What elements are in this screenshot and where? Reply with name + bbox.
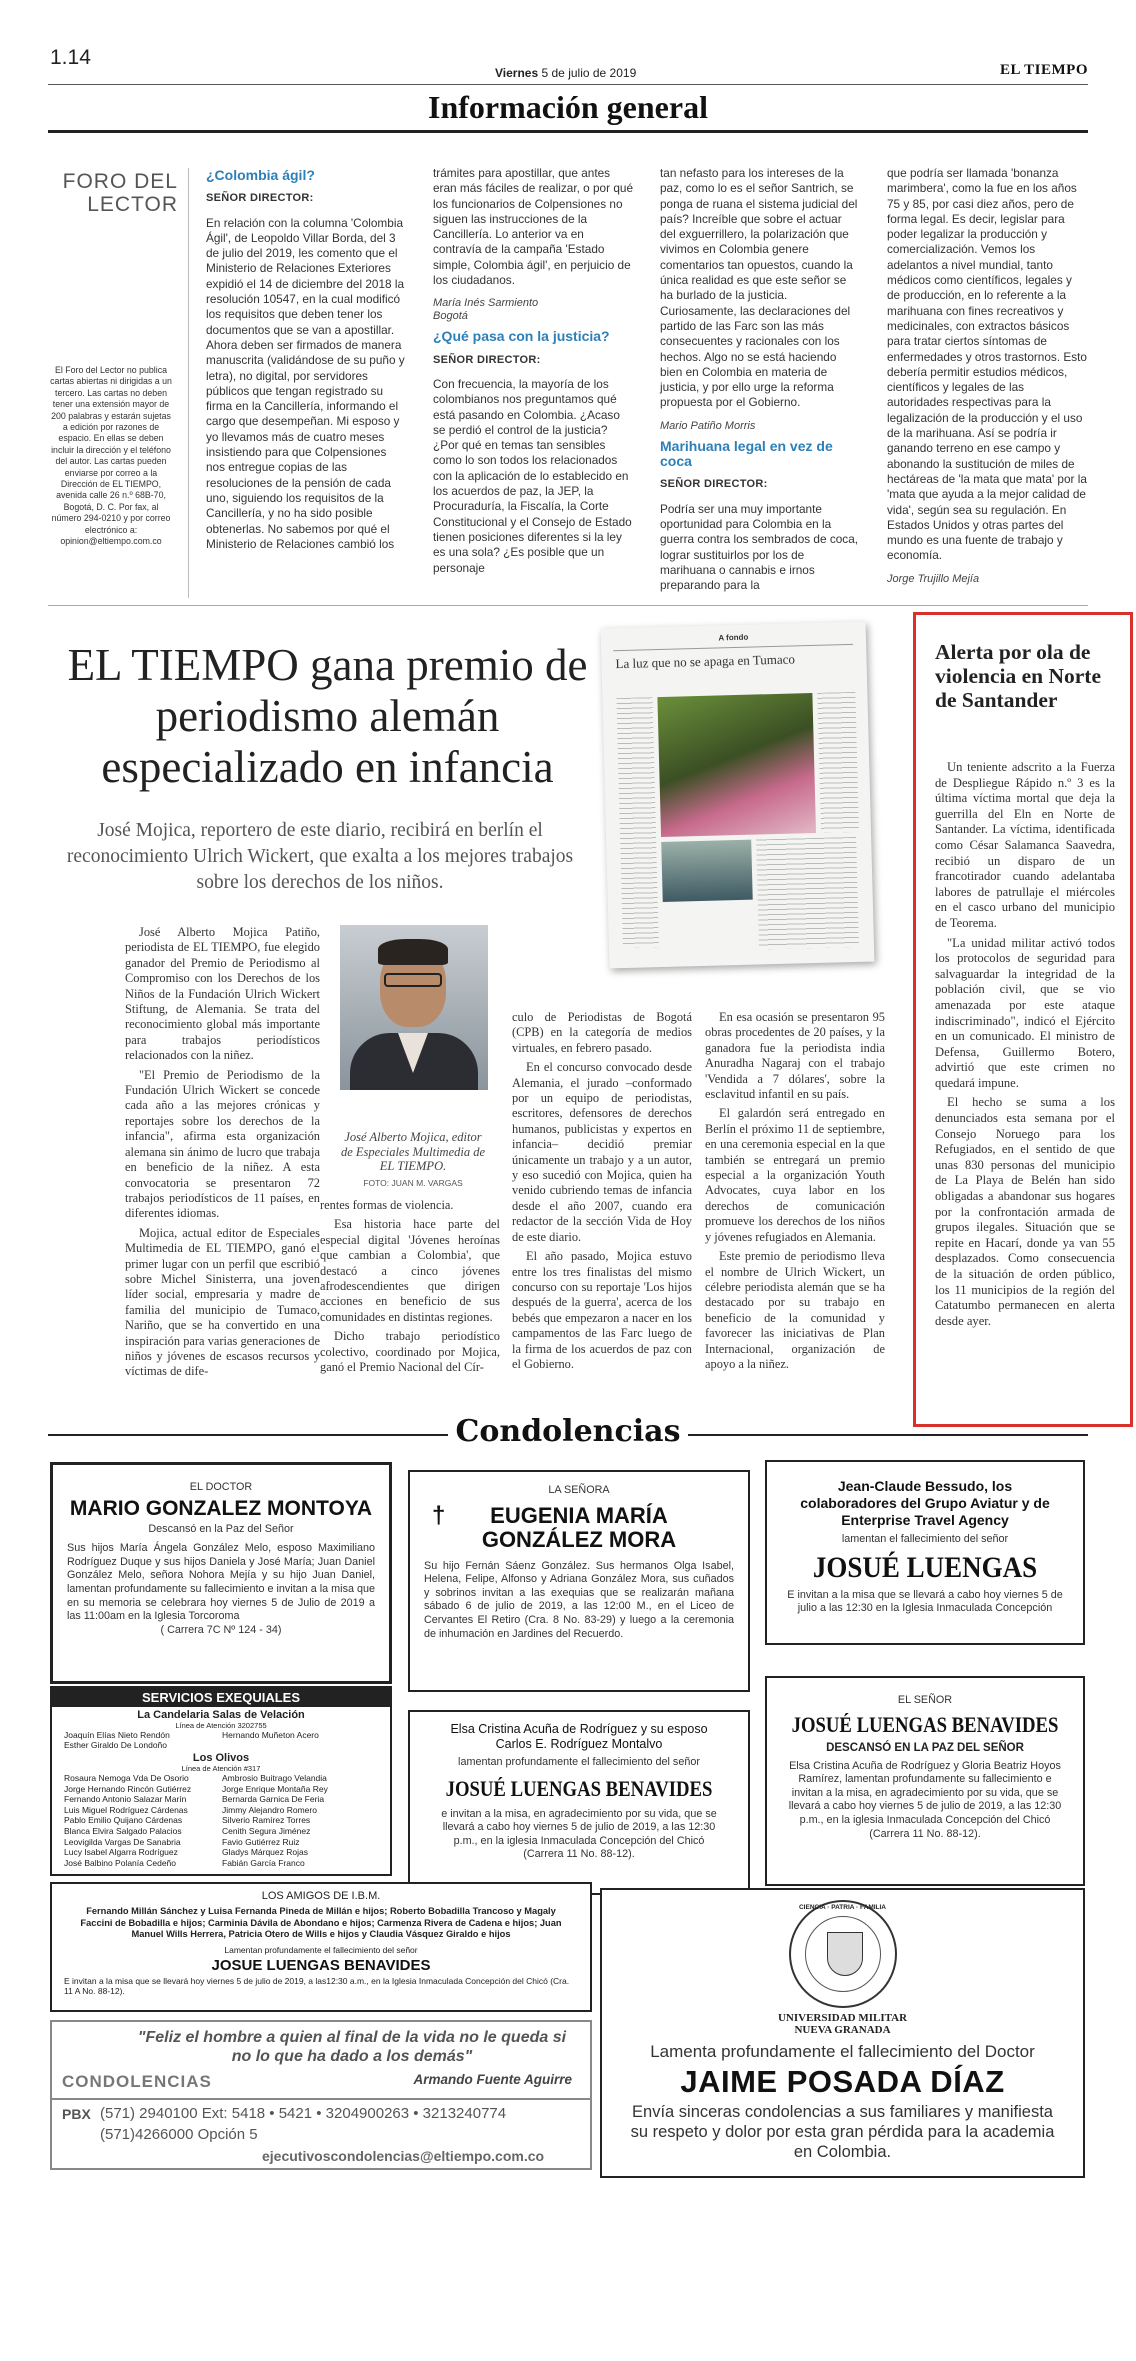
obit4-header: SERVICIOS EXEQUIALES [52, 1688, 390, 1707]
clipping-label: A fondo [718, 632, 749, 643]
letter-3-headline: Marihuana legal en vez de coca [660, 437, 833, 470]
deceased-name: Silverio Ramírez Torres [222, 1815, 311, 1826]
letter-1-body: En relación con la columna 'Colombia Ágil', de Leopoldo Villar Borda, del 3 de julio del 2019, les comento que el Ministerio de Relaciones Exteriores expidió el 14 de diciembre del 2018 la resolución 10547, en la cual modificó los requisitos que deben tener los documentos que se van a apostillar. Ahora deben ser firmados de manera manuscrita (validándose de su puño y letra), no digital, por servidores públicos que tengan registrado su firma en la Cancillería, informando el cargo que desempeñan. Mi esposo y yo llevamos más de cuatro meses insistiendo para que Colpensiones nos entregue copias de las resoluciones de la pensión de cada uno, siguiendo los requisitos de la Cancillería, y no ha sido posible obtenerlas. No sabemos por qué el Ministerio de Relaciones cambió los [206, 215, 405, 551]
deceased-name: José Balbino Polanía Cedeño [64, 1857, 176, 1868]
promo-pbx: PBX [62, 2106, 91, 2122]
obit7-top: LOS AMIGOS DE I.B.M. [261, 1890, 381, 1902]
university-seal-shield [827, 1932, 863, 1976]
obit4-top-right: Hernando Muñeton Acero [222, 1730, 319, 1740]
promo-author: Armando Fuente Aguirre [413, 2072, 572, 2087]
condolences-title: Condolencias [455, 1414, 681, 1449]
deceased-name: Leovigilda Vargas De Sanabria [64, 1836, 181, 1847]
feature-col1-p2: "El Premio de Periodismo de la Fundación Ulrich Wickert se concede cada año a las mejores crónicas y reportajes sobre los derechos de la infancia", afirma esta organización alemana sin ánimo de lucro que trabaja en beneficio de la niñez. A esta convocatoria se presentaron 72 trabajos periodísticos de 11 países, en diferentes idiomas. [125, 1067, 320, 1221]
forum-title-line2: LECTOR [87, 193, 178, 216]
deceased-name: Lucy Isabel Algarra Rodríguez [64, 1847, 178, 1858]
obit8-lament: Lamenta profundamente el fallecimiento del Doctor [650, 2042, 1035, 2061]
obit3-name: JOSUÉ LUENGAS [812, 1550, 1038, 1584]
letter-2-salutation: SEÑOR DIRECTOR: [433, 353, 541, 366]
deceased-name: Bernarda Garnica De Feria [222, 1794, 325, 1805]
letter-column-4 [887, 166, 1087, 592]
feature-col4-p2: El galardón será entregado en Berlín el próximo 11 de septiembre, en una ceremonia especial en la que también se entregará un premio especial a la organización Youth Advocates, cuya labor en los derechos de comunicación promueve los derechos de los niños y jóvenes refugiados en Alemania. [705, 1106, 885, 1244]
obit7-name: JOSUE LUENGAS BENAVIDES [211, 1956, 431, 1974]
feature-column-3 [512, 1010, 692, 1376]
promo-phones: (571) 2940100 Ext: 5418 • 5421 • 3204900263 • 3213240774 [100, 2105, 507, 2122]
university-name-line2: NUEVA GRANADA [794, 2024, 891, 2036]
feature-col3-p1: culo de Periodistas de Bogotá (CPB) en la categoría de medios virtuales, en febrero pasado. [512, 1010, 692, 1055]
newspaper-clipping [601, 622, 875, 969]
obit5-org: Elsa Cristina Acuña de Rodríguez y su esposo Carlos E. Rodríguez Montalvo [450, 1722, 708, 1751]
obit5-name: JOSUÉ LUENGAS BENAVIDES [445, 1775, 713, 1801]
obit4-venue2-phone: Línea de Atención #317 [181, 1764, 261, 1773]
feature-col2-p2: Esa historia hace parte del especial digital 'Jóvenes heroínas que cambian a Colombia', que destacó a cinco jóvenes afrodescendientes que dirigen acciones en beneficio de sus comunidades en distintas regiones. [320, 1217, 500, 1324]
feature-col1-p3: Mojica, actual editor de Especiales Multimedia de EL TIEMPO, ganó el primer lugar con un perfil que escribió sobre Michel Sinisterra, una joven líder social, empresaria y madre de familia del municipio de Tumaco, Nariño, que se ha convertido en una inspiración para varias generaciones de niños y jóvenes de escasos recursos y víctimas de dife- [125, 1225, 320, 1379]
deceased-name: Pablo Emilio Quijano Cárdenas [64, 1815, 183, 1826]
obituary-eugenia-gonzalez [408, 1470, 750, 1692]
obit6-sub: DESCANSÓ EN LA PAZ DEL SEÑOR [826, 1741, 1024, 1754]
obit7-body: E invitan a la misa que se llevará hoy viernes 5 de julio de 2019, a las12:30 a.m., en la Iglesia Inmaculada Concepción del Chicó (Cra. 11 A No. 88-12). [64, 1975, 570, 1996]
obituary-servicios-exequiales [50, 1686, 392, 1876]
obit3-body: E invitan a la misa que se llevará a cabo hoy viernes 5 de julio a las 12:30 en la Iglesia Inmaculada Concepción [787, 1588, 1063, 1615]
forum-title-line1: FORO DEL [62, 170, 178, 193]
promo-band [52, 2098, 590, 2100]
feature-deck: José Mojica, reportero de este diario, recibirá en berlín el reconocimiento Ulrich Wickert, que exalta a los mejores trabajos sobre los derechos de los niños. [66, 820, 574, 893]
promo-email: ejecutivoscondolencias@eltiempo.com.co [262, 2148, 545, 2164]
obituary-ibm [50, 1882, 592, 2012]
deceased-name: Gladys Márquez Rojas [222, 1847, 308, 1858]
portrait-caption: José Alberto Mojica, editor de Especiales Multimedia de EL TIEMPO. [340, 1130, 486, 1173]
obit1-body: Sus hijos María Ángela González Melo, esposo Maximiliano Rodríguez Duque y sus hijos Daniela y José María; Juan Daniel González Melo, señora Nohora Mejía y su hijo Juan Daniel, lamentan profundamente su fallecimiento e invitan a la misa que en su memoria se celebrara hoy viernes 5 de Julio de 2019 a las 11:00am en la Iglesia Torcoroma [67, 1542, 375, 1623]
header-date [495, 66, 636, 80]
obit3-org: Jean-Claude Bessudo, los colaboradores del Grupo Aviatur y de Enterprise Travel Agency [800, 1478, 1050, 1528]
deceased-name: Fabián García Franco [222, 1857, 305, 1868]
condolences-promo [50, 2020, 592, 2170]
obit2-name-wrap [432, 1501, 718, 1552]
portrait-credit: FOTO: JUAN M. VARGAS [363, 1178, 463, 1188]
cross-icon: † [432, 1501, 446, 1529]
deceased-name: Blanca Elvira Salgado Palacios [64, 1825, 182, 1836]
brand-logo: EL TIEMPO [1000, 62, 1088, 78]
obit1-top: EL DOCTOR [189, 1481, 253, 1493]
portrait-glasses [384, 973, 442, 987]
letter-3-body: Podría ser una muy importante oportunidad para Colombia en la guerra contra los sembrados de coca, lograr sustituirlos por los de marihuana o cannabis e irnos preparando para la [660, 501, 859, 593]
obit3-lament: lamentan el fallecimiento del señor [841, 1533, 1009, 1545]
letters-bottom-rule [48, 605, 1088, 606]
sidebar-headline: Alerta por ola de violencia en Norte de Santander [935, 640, 1101, 712]
letter-1-signature [433, 297, 633, 323]
obit2-body: Su hijo Fernán Sáenz González. Sus hermanos Olga Isabel, Helena, Felipe, Alfonso y Adriana González Mora, sus cuñados y sobrinos invitan a las exequias que se realizarán mañana sábado 6 de julio de 2019, a las 12:00 M., en el Liceo de Cervantes El Retiro (Cra. 8 No. 83-29) y luego a la ceremonia de inhumación en Jardines del Recuerdo. [424, 1559, 734, 1640]
obit1-sub: Descansó en la Paz del Señor [148, 1522, 294, 1535]
obit2-top: LA SEÑORA [548, 1484, 610, 1496]
forum-title [58, 170, 178, 216]
deceased-name: Favio Gutiérrez Ruiz [222, 1836, 300, 1847]
letter-3-salutation: SEÑOR DIRECTOR: [660, 478, 768, 491]
letter-2-body: Con frecuencia, la mayoría de los colombianos nos preguntamos qué está pasando en Colombia. ¿Acaso se perdió el control de la justicia? ¿Por qué en temas tan sensibles como lo son todos los relacionados con la aplicación de lo establecido en los acuerdos de paz, la JEP, la Procuraduría, la Fiscalía, la Corte Constitucional y el Consejo de Estado tienen posiciones diferentes si la ley es una sola? ¿Es posible que un personaje [433, 376, 632, 575]
university-seal-icon [789, 1900, 897, 2008]
obit4-top-left2: Esther Giraldo De Londoño [64, 1740, 168, 1750]
feature-headline: EL TIEMPO gana premio de periodismo alemán especializado en infancia [67, 640, 588, 792]
obit8-name: JAIME POSADA DÍAZ [680, 2064, 1005, 2099]
page-number: 1.14 [50, 46, 91, 69]
header-rule [48, 84, 1088, 85]
obit4-names-left [64, 1773, 214, 1868]
clipping-text-lines [756, 837, 859, 950]
obituary-universidad-militar [600, 1888, 1085, 2178]
obituary-acuna-rodriguez [408, 1710, 750, 1895]
clipping-photo-small [661, 840, 753, 902]
letter-2-signature: Mario Patiño Morris [660, 419, 756, 432]
promo-phone2: (571)4266000 Opción 5 [100, 2126, 258, 2143]
letter-1-signature-city: Bogotá [433, 310, 468, 323]
forum-note: El Foro del Lector no publica cartas abiertas ni dirigidas a un tercero. Las cartas no deben tener una extensión mayor de 200 palabras y estarán sujetas a edición por razones de espacio. En ellas se deben incluir la dirección y el teléfono del autor. Las cartas pueden enviarse por correo a la Dirección de EL TIEMPO, avenida calle 26 n.º 68B-70, Bogotá, D. C. Por fax, al número 294-0210 y por correo electrónico a: opinion@eltiempo.com.co [50, 365, 172, 547]
obit8-body: Envía sinceras condolencias a sus familiares y manifiesta su respeto y dolor por esta gran pérdida para la academia en Colombia. [630, 2103, 1055, 2161]
obituary-mario-gonzalez [50, 1462, 392, 1684]
feature-col3-p3: El año pasado, Mojica estuvo entre los tres finalistas del mismo concurso con su reportaje 'Los hijos después de la guerra', acerca de los bebés que empezaron a nacer en los campamentos de las Farc luego de la firma de los acuerdos de paz con el Gobierno. [512, 1249, 692, 1371]
letter-column-2 [433, 166, 633, 585]
feature-col2-p3: Dicho trabajo periodístico colectivo, coordinado por Mojica, ganó el Premio Nacional del Cír- [320, 1329, 500, 1375]
obit4-top-left: Joaquín Elías Nieto Rendón [64, 1730, 170, 1740]
letter-1-signature-name: María Inés Sarmiento [433, 297, 539, 310]
obit4-names-right [222, 1773, 372, 1868]
feature-col4-p1: En esa ocasión se presentaron 95 obras procedentes de 20 países, y la ganadora fue la periodista india Anuradha Nagaraj con el trabajo 'Vendida a 7 dólares', sobre la esclavitud infantil en su país. [705, 1010, 885, 1102]
header-date-day: Viernes [495, 66, 539, 80]
feature-column-1 [125, 925, 320, 1384]
deceased-name: Luis Miguel Rodríguez Cárdenas [64, 1804, 188, 1815]
deceased-name: Jorge Hernando Rincón Gutiérrez [64, 1783, 192, 1794]
clipping-photo-main [657, 693, 816, 837]
obit6-top: EL SEÑOR [897, 1694, 953, 1706]
obit4-names [52, 1773, 390, 1873]
letter-2-headline: ¿Qué pasa con la justicia? [433, 328, 610, 345]
university-name-line1: UNIVERSIDAD MILITAR [777, 2012, 908, 2024]
clipping-title: La luz que no se apaga en Tumaco [615, 651, 796, 672]
feature-col3-p2: En el concurso convocado desde Alemania, el jurado –conformado por un equipo de periodistas, escritores, defensores de derechos humanos, publicistas y expertos en infancia– decidió premiar únicamente un trabajo y a un autor, y eso sucedió con Mojica, quien ha venido cubriendo temas de infancia desde el año 2007, cuando era redactor de la sección Vida de Hoy de este diario. [512, 1060, 692, 1244]
sidebar-p1: Un teniente adscrito a la Fuerza de Despliegue Rápido n.º 3 es la última víctima mortal que deja la guerrilla del Eln en Norte de Santander. La víctima, identificada como César Salamanca Saavedra, recibió un disparo de un francotirador cuando adelantaba labores de patrullaje el miércoles en el casco urbano del municipio de Teorema. [935, 760, 1115, 930]
university-seal-text: CIENCIA · PATRIA · FAMILIA [798, 1904, 887, 1911]
obit1-address: ( Carrera 7C Nº 124 - 34) [160, 1623, 282, 1636]
letter-1-body-cont: trámites para apostillar, que antes eran más fáciles de realizar, o por qué los funcionarios de Colpensiones no siguen las instrucciones de la Cancillería. Lo anterior va en contravía de la campaña 'Estado simple, Colombia ágil', en perjuicio de los ciudadanos. [433, 166, 633, 288]
letter-3-body-cont: que podría ser llamada 'bonanza marimbera', como la fue en los años 75 y 85, por casi diez años, pero de forma legal. Es decir, legislar para poder legalizar la producción y comercialización. Vemos los adelantos a nivel mundial, tanto médicos como científicos, legales y de producción, en lo referente a la marihuana con fines recreativos y medicinales, con extractos básicos para tratar ciertos síntomas de enfermedades y otros trastornos. Esto debería permitir estudios médicos, científicos y legales de las autoridades respectivas para la legalización de la producción y el uso de la marihuana. Así se podría ir ganando terreno en ese campo y abonando la sustitución de miles de hectáreas de 'la mata que mata' por la 'mata que ayuda a la mejor calidad de vida', según sea su regulación. En Estados Unidos y otras partes del mundo es una fuente de trabajo y economía. [887, 166, 1087, 563]
obit4-venue2: Los Olivos [192, 1752, 250, 1764]
promo-quote: "Feliz el hombre a quien al final de la vida no le queda si no lo que ha dado a los demás" [137, 2029, 567, 2065]
section-rule [48, 130, 1088, 133]
obit6-name: JOSUÉ LUENGAS BENAVIDES [791, 1711, 1059, 1737]
condolences-rule-right [688, 1434, 1088, 1436]
letter-1-salutation: SEÑOR DIRECTOR: [206, 192, 314, 205]
feature-col1-p1: José Alberto Mojica Patiño, periodista de EL TIEMPO, fue elegido ganador del Premio de Periodismo al Compromiso con los Derechos de los Niños de la Fundación Ulrich Wickert Stiftung, de Alemania. Se trata del reconocimiento global más importante para trabajos periodísticos relacionados con la niñez. [125, 925, 320, 1063]
letter-1-headline: ¿Colombia ágil? [206, 167, 315, 183]
deceased-name: Cenith Segura Jiménez [222, 1825, 311, 1836]
letter-3-signature: Jorge Trujillo Mejía [887, 572, 980, 585]
promo-label: CONDOLENCIAS [62, 2072, 212, 2091]
obituary-josue-luengas [765, 1676, 1085, 1886]
feature-col2-p1: rentes formas de violencia. [320, 1198, 454, 1212]
forum-divider [188, 168, 189, 598]
letter-column-3 [660, 166, 860, 602]
clipping-text-lines-right [817, 692, 859, 833]
obit4-top-names [52, 1730, 390, 1752]
portrait-hair [378, 939, 448, 965]
sidebar-p3: El hecho se suma a los denunciados esta semana por el Consejo Noruego para los Refugiados, en el sentido de que unas 830 personas del municipio de La Playa de Belén han sido obligadas a abandonar sus hogares por la confrontación armada de grupos ilegales. Situación que se repite en Hacarí, donde ya van 55 desplazados. Como consecuencia de la situación de orden público, los 11 municipios de la región del Catatumbo permanecen en alerta desde ayer. [935, 1095, 1115, 1328]
obituary-aviatur [765, 1460, 1085, 1645]
obit5-lament: lamentan profundamente el fallecimiento del señor [458, 1756, 700, 1768]
deceased-name: Fernando Antonio Salazar Marín [64, 1794, 187, 1805]
section-title: Información general [428, 89, 708, 125]
sidebar-body [935, 760, 1115, 1333]
deceased-name: Jimmy Alejandro Romero [222, 1804, 317, 1815]
obit4-venue-phone: Línea de Atención 3202755 [175, 1721, 267, 1730]
feature-col4-p3: Este premio de periodismo lleva el nombre de Ulrich Wickert, un célebre periodista alemán que se ha destacado por su trabajo en beneficio de la comunidad y favorecer las iniciativas de Plan Internacional, organización de apoyo a la niñez. [705, 1249, 885, 1371]
letter-column-1 [206, 166, 406, 561]
sidebar-p2: "La unidad militar activó todos los protocolos de seguridad para salvaguardar la integridad de la población civil, que se vio amenazada por este ataque indiscriminado", indicó el Ejército en un comunicado. El ministro de Defensa, Guillermo Botero, advirtió que este crimen no quedará impune. [935, 935, 1115, 1090]
deceased-name: Rosaura Nemoga Vda De Osorio [64, 1773, 189, 1783]
portrait-photo [340, 925, 488, 1090]
obit6-body: Elsa Cristina Acuña de Rodríguez y Gloria Beatriz Hoyos Ramírez, lamentan profundamente su fallecimiento e invitan a la misa, en agradecimiento por su vida, que se llevará a cabo hoy viernes 5 de julio de 2019, a las 12:30 p.m., en la iglesia Inmaculada Concepción del Chicó (Carrera 11 No. 88-12). [788, 1759, 1062, 1840]
obit7-lament: Lamentan profundamente el fallecimiento del señor [224, 1944, 418, 1955]
letter-2-body-cont: tan nefasto para los intereses de la paz, como lo es el señor Santrich, se ponga de ruana el sistema judicial del país? Increíble que sobre el actuar del exguerrillero, la polarización que vivimos en Colombia genere comentarios tan opuestos, cuando la única realidad es que este señor se ha burlado de la justicia. Curiosamente, las declaraciones del partido de las Farc son las más consecuentes y racionales con los hechos. Algo no se está haciendo bien en Colombia en materia de justicia, y por ello urge la reforma propuesta por el Gobierno. [660, 166, 858, 410]
obit5-body: e invitan a la misa, en agradecimiento por su vida, que se llevará a cabo hoy viernes 5 de julio de 2019, a las 12:30 p.m., en la iglesia Inmaculada Concepción del Chicó (Carrera 11 No. 88-12). [441, 1807, 717, 1861]
clipping-text-lines-left [616, 697, 659, 948]
deceased-name: Ambrosio Buitrago Velandia [222, 1773, 327, 1783]
header-date-rest: 5 de julio de 2019 [541, 66, 637, 80]
condolences-rule-left [48, 1434, 448, 1436]
obit7-org: Fernando Millán Sánchez y Luisa Fernanda Pineda de Millán e hijos; Roberto Bobadilla Trancoso y Magaly Faccini de Bobadilla e hijos; Carminia Dávila de Abondano e hijos; Carmenza Rivera de Cadena e hijos; Juan Manuel Wills Herrera, Patricia Otero de Wills e hijos y Claudia Vásquez Giraldo e hijos [80, 1906, 562, 1939]
feature-column-2 [320, 1198, 500, 1379]
feature-column-4 [705, 1010, 885, 1376]
deceased-name: Jorge Enrique Montaña Rey [222, 1783, 328, 1794]
obit2-name: EUGENIA MARÍA GONZÁLEZ MORA [481, 1502, 677, 1552]
obit1-name: MARIO GONZALEZ MONTOYA [69, 1496, 373, 1520]
obit4-venue: La Candelaria Salas de Velación [137, 1709, 305, 1721]
